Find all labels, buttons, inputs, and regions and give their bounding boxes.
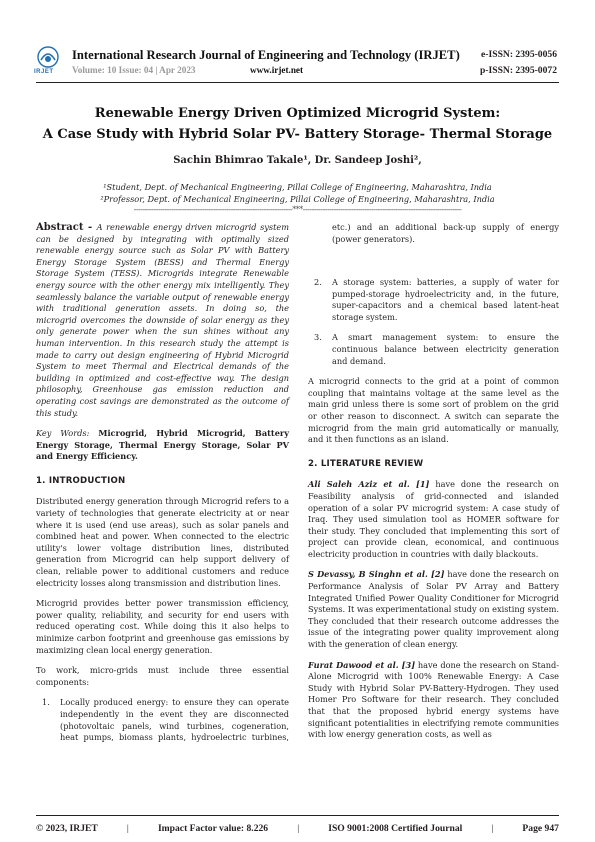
keywords-text: Microgrid, Hybrid Microgrid, Battery Energy Storage, Thermal Energy Storage, Solar PV and Energy Efficiency. [36, 428, 289, 462]
p-issn: p-ISSN: 2395-0072 [479, 65, 557, 76]
list-item: 2. A storage system: batteries, a supply of water for pumped-storage hydroelectricity and, in the future, super-capacitors and a chemical based latent-heat storage system. [314, 277, 559, 322]
citation-2: S Devassy, B Singhn et al. [2] [308, 569, 445, 580]
citation-3: Furat Dawood et al. [3] [308, 659, 416, 670]
paper-title [36, 103, 559, 145]
keywords: Key Words: Microgrid, Hybrid Microgrid, Battery Energy Storage, Thermal Energy Storage, Solar PV and Energy Efficiency. [36, 428, 289, 462]
list-item-1-text: Locally produced energy: to ensure they can operate independently in the event they are disconnected (photovoltaic panels, wind turbines, cogeneration, heat pumps, biomass plants, hydroelectric turbines, [60, 697, 289, 743]
list-item-1-continued [308, 222, 559, 268]
literature-review-1 [308, 479, 559, 560]
authors: Sachin Bhimrao Takale¹, Dr. Sandeep Joshi², [173, 155, 422, 166]
list-item-2-text: A storage system: batteries, a supply of water for pumped-storage hydroelectricity and, in the future, super-capacitors and a chemical based latent-heat storage system. [332, 277, 559, 322]
footer-impact-factor: Impact Factor value: 8.226 [157, 823, 269, 834]
footer-rule [36, 815, 559, 816]
intro-paragraph-1: Distributed energy generation through Microgrid refers to a variety of technologies that generate electricity at or near where it is used (end use areas), such as solar panels and combined heat and power. When connected to the electric utility's lower voltage distribution lines, distributed generation from Microgrid can help support delivery of clean, reliable power to additional customers and reduce electricity losses along transmission and distribution lines. [36, 496, 289, 588]
left-column [36, 222, 289, 752]
footer-divider: | [491, 823, 494, 834]
intro-paragraph-3: To work, micro-grids must include three essential components: [36, 665, 289, 687]
citation-1: Ali Saleh Aziz et al. [1] [308, 479, 430, 490]
keywords-label: Key Words [36, 428, 87, 439]
section-separator: ------------------------------------------------------------------------***------------------------------------------------------------------------ [133, 205, 462, 214]
volume-issue: Volume: 10 Issue: 04 | Apr 2023 [72, 65, 196, 75]
list-item: 1. Locally produced energy: to ensure they can operate independently in the event they are disconnected (photovoltaic panels, wind turbines, cogeneration, heat pumps, biomass plants, hydroelectric turbines, [36, 697, 289, 743]
list-item-1-continued-text: etc.) and an additional back-up supply of energy (power generators). [332, 222, 559, 244]
page-footer [36, 823, 559, 834]
components-list-continued [308, 277, 559, 367]
irjet-logo-icon [37, 46, 59, 68]
affiliation-1: ¹Student, Dept. of Mechanical Engineering, Pillai College of Engineering, Maharashtra, India [103, 182, 492, 192]
literature-review-3 [308, 660, 559, 741]
footer-divider: | [126, 823, 129, 834]
literature-review-2 [308, 569, 559, 650]
affiliation-2: ²Professor, Dept. of Mechanical Engineering, Pillai College of Engineering, Maharashtra, India [100, 194, 495, 204]
abstract-lead: Abstract - [36, 222, 97, 233]
abstract-text: A renewable energy driven microgrid system can be designed by integrating with optimally sized renewable energy source such as Solar PV with Battery Energy Storage System (BESS) and Thermal Energy Storage System (TESS). Microgrids integrate Renewable energy source with the other energy mix intelligently. They seamlessly balance the variable output of renewable energy with traditional generation assets. In doing so, the microgrid overcomes the downside of solar energy as they only generate power when the sun shines without any human intervention. In this research study the attempt is made to carry out design engineering of Hybrid Microgrid System to meet Thermal and Electrical demands of the building in optimized and cost-effective way. The design philosophy, Greenhouse gas emission reduction and operating cost savings are demonstrated as the outcome of this study. [36, 222, 289, 418]
review-1-text: have done the research on Feasibility analysis of grid-connected and islanded operation of a solar PV microgrid system: A case study of Iraq. They used simulation tool as HOMER software for their study. They concluded that implementing this sort of project can provide clean, economical, and continuous electricity production in countries with daily blackouts. [308, 479, 559, 559]
footer-page-number: Page 947 [522, 823, 559, 834]
paper-title-line1: Renewable Energy Driven Optimized Microgrid System: [94, 106, 501, 121]
intro-paragraph-2: Microgrid provides better power transmission efficiency, power quality, reliability, and security for end users with reduced operating cost. While doing this it also helps to minimize carbon footprint and greenhouse gas emissions by maximizing clean local energy generation. [36, 598, 289, 655]
footer-copyright: © 2023, IRJET [36, 823, 98, 834]
abstract [36, 222, 289, 419]
review-3-text: have done the research on Stand-Alone Microgrid with 100% Renewable Energy: A Case Study with Hybrid Solar PV-Battery-Hydrogen. They used Homer Pro Software for their research. They concluded that that the proposed hybrid energy systems have significant potentialities in electrifying remote communities with low energy generation costs, as well as [308, 659, 559, 740]
literature-heading: 2. LITERATURE REVIEW [308, 458, 424, 469]
footer-divider: | [297, 823, 300, 834]
logo-text: IRJET [34, 69, 54, 75]
intro-heading: 1. INTRODUCTION [36, 475, 126, 486]
footer-iso: ISO 9001:2008 Certified Journal [328, 823, 463, 834]
journal-website[interactable]: www.irjet.net [250, 65, 304, 75]
list-item: 3. A smart management system: to ensure the continuous balance between electricity generation and demand. [314, 332, 559, 366]
right-column [308, 222, 559, 750]
paper-title-line2: A Case Study with Hybrid Solar PV- Battery Storage- Thermal Storage [42, 127, 553, 142]
header-rule [36, 82, 559, 83]
list-item-3-text: A smart management system: to ensure the continuous balance between electricity generation and demand. [332, 332, 559, 366]
intro-paragraph-4: A microgrid connects to the grid at a point of common coupling that maintains voltage at the same level as the main grid unless there is some sort of problem on the grid or other reason to disconnect. A switch can separate the microgrid from the main grid automatically or manually, and it then functions as an island. [308, 376, 559, 445]
e-issn: e-ISSN: 2395-0056 [481, 49, 557, 60]
components-list [36, 697, 289, 743]
journal-title: International Research Journal of Engineering and Technology (IRJET) [72, 48, 460, 62]
review-2-text: have done the research on Performance Analysis of Solar PV Array and Battery Integrated Unified Power Quality Conditioner for Microgrid Systems. It was experimentational study on existing system. They concluded that their research outcome addresses the issue of the integrating power quality improvement along with the generation of clean energy. [308, 569, 559, 650]
